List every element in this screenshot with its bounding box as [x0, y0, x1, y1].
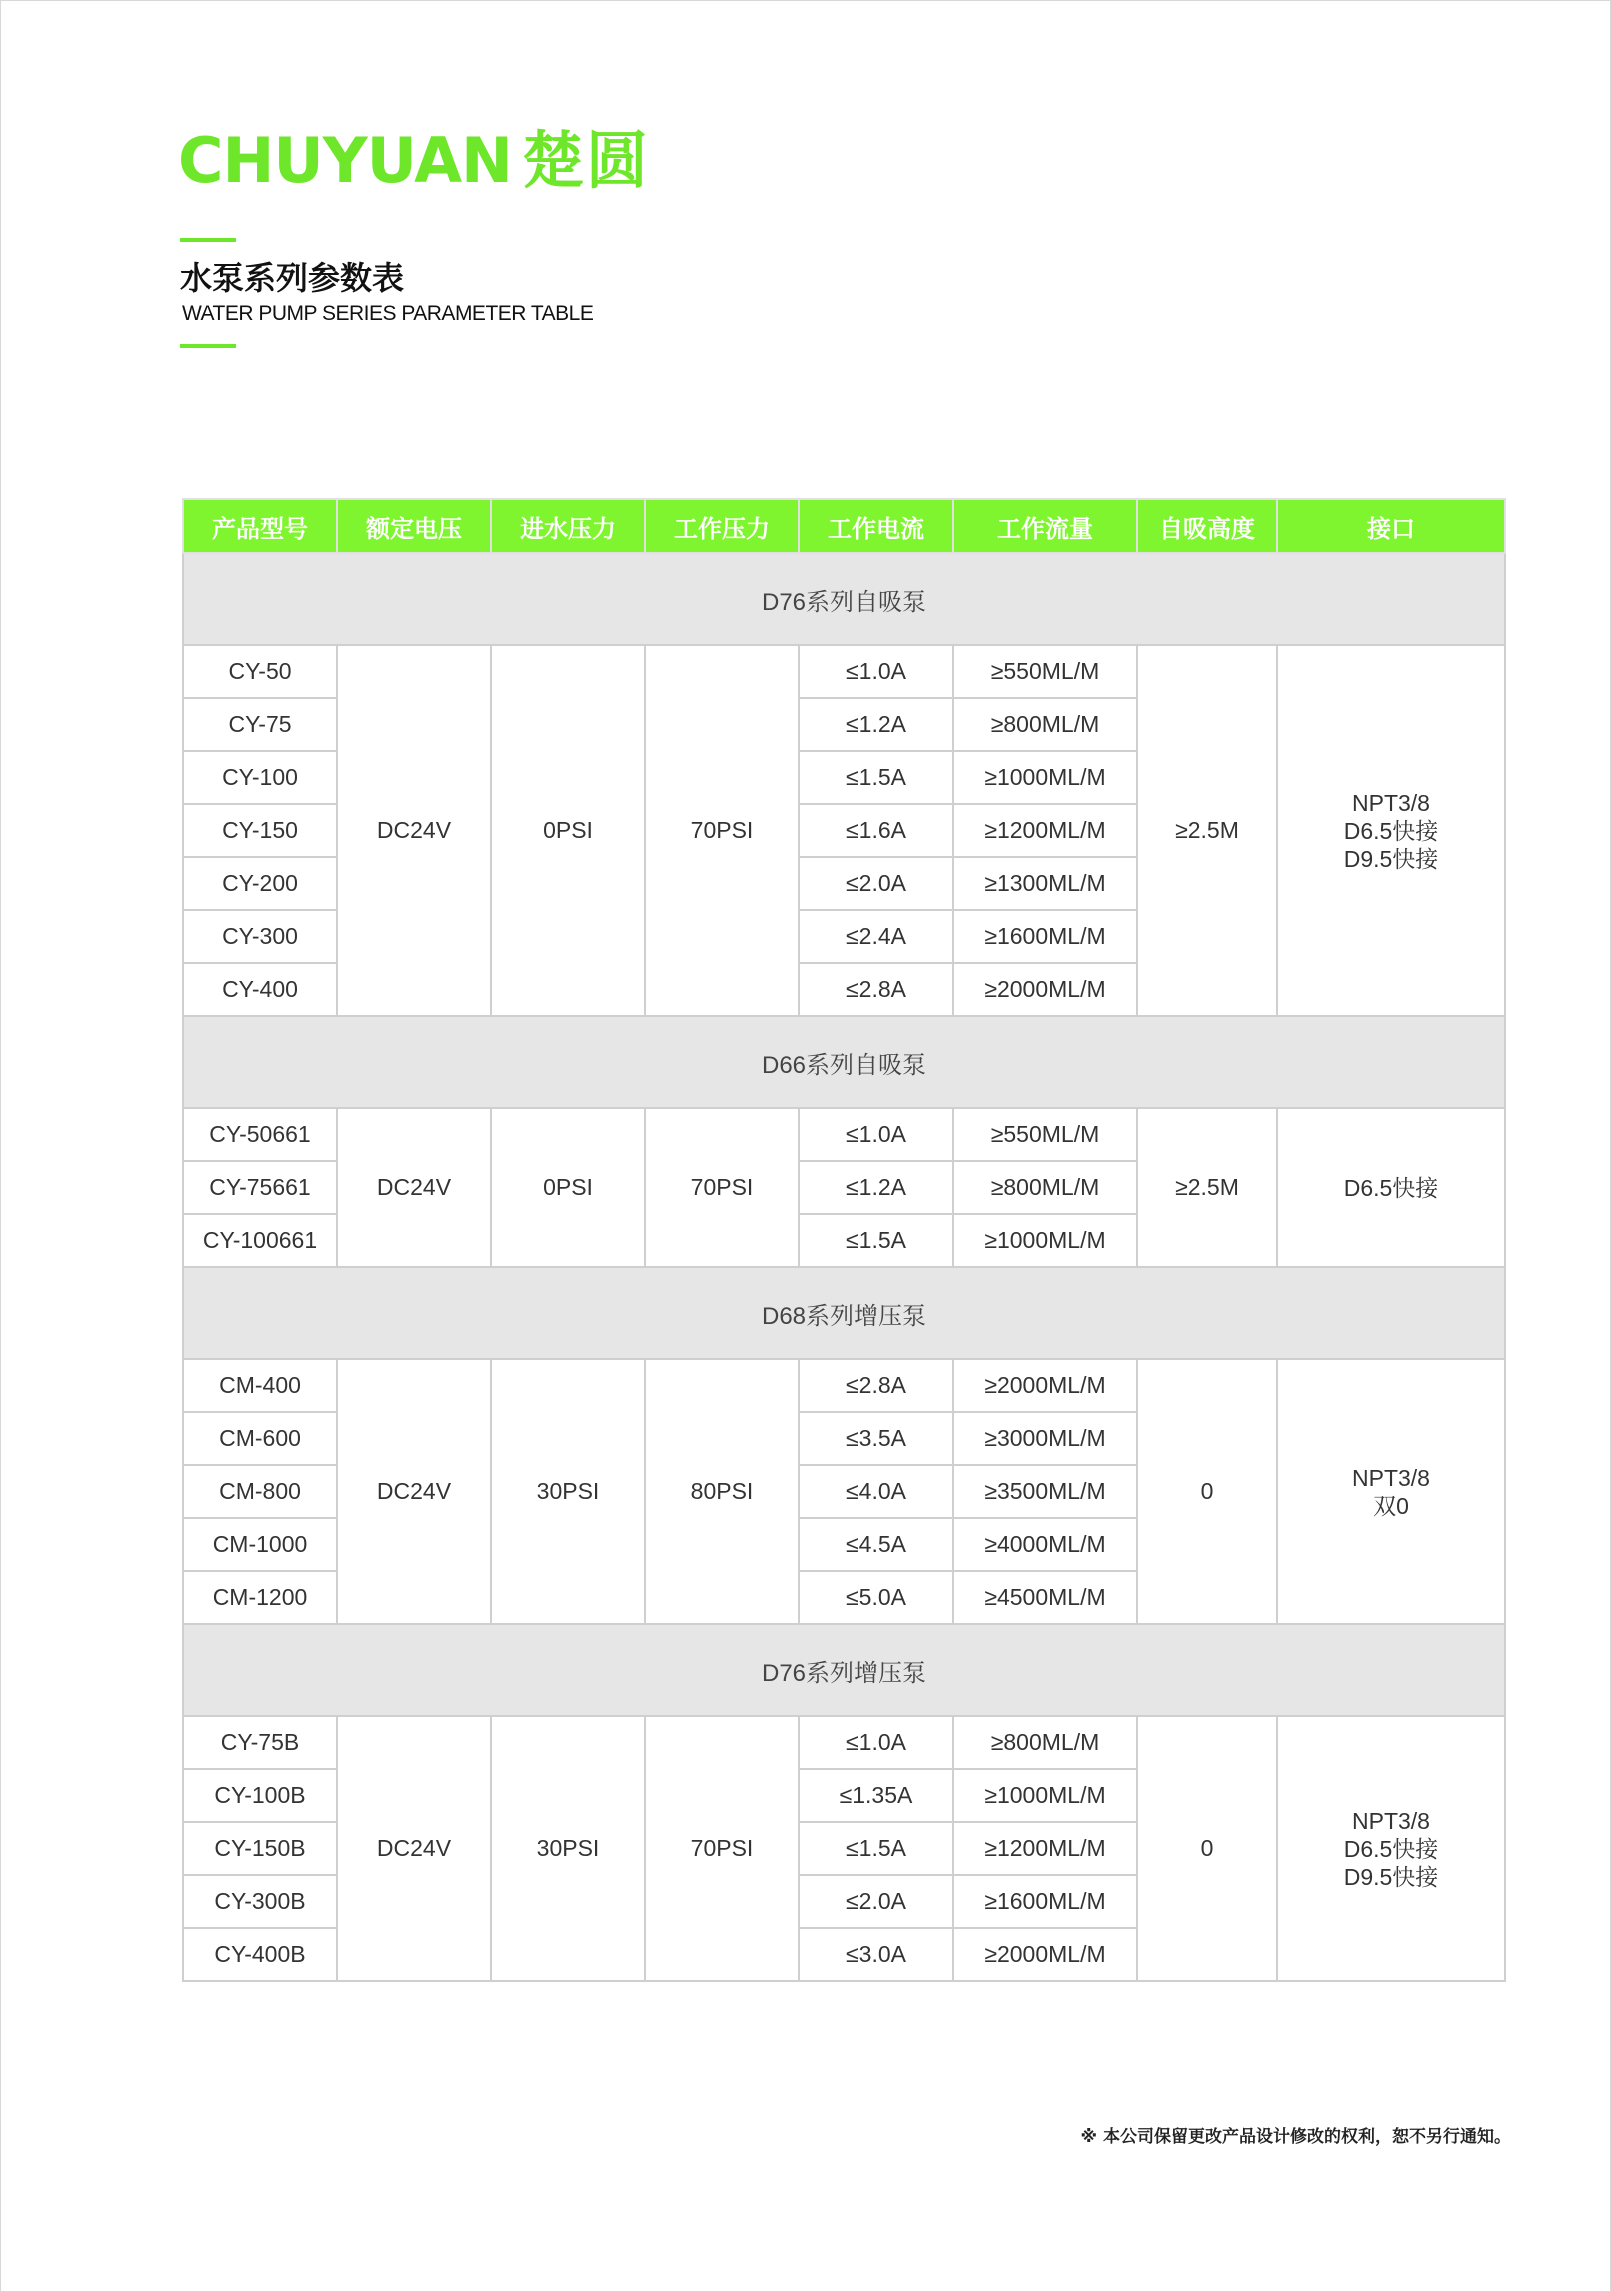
- flow-cell: ≥3000ML/M: [953, 1412, 1137, 1465]
- suction-height-cell: ≥2.5M: [1137, 645, 1277, 1016]
- interface-line: D6.5快接: [1343, 1835, 1439, 1862]
- model-cell: CM-600: [183, 1412, 337, 1465]
- interface-cell: [1277, 1359, 1505, 1624]
- interface-line: D6.5快接: [1343, 1174, 1439, 1201]
- voltage-cell: DC24V: [337, 1108, 491, 1267]
- flow-cell: ≥1600ML/M: [953, 910, 1137, 963]
- column-header: 接口: [1277, 499, 1505, 553]
- section-title: D66系列自吸泵: [183, 1016, 1505, 1108]
- flow-cell: ≥800ML/M: [953, 1161, 1137, 1214]
- section-title: D68系列增压泵: [183, 1267, 1505, 1359]
- model-cell: CY-100B: [183, 1769, 337, 1822]
- section-title: D76系列自吸泵: [183, 553, 1505, 645]
- working-pressure-cell: 80PSI: [645, 1359, 799, 1624]
- table-row: [183, 1108, 1505, 1161]
- parameter-table: [182, 498, 1506, 1982]
- current-cell: ≤2.8A: [799, 963, 953, 1016]
- model-cell: CM-400: [183, 1359, 337, 1412]
- current-cell: ≤1.35A: [799, 1769, 953, 1822]
- interface-line: D9.5快接: [1343, 1863, 1439, 1890]
- inlet-pressure-cell: 0PSI: [491, 1108, 645, 1267]
- model-cell: CY-50: [183, 645, 337, 698]
- flow-cell: ≥550ML/M: [953, 645, 1137, 698]
- model-cell: CY-50661: [183, 1108, 337, 1161]
- current-cell: ≤4.0A: [799, 1465, 953, 1518]
- table-body: [183, 553, 1505, 1981]
- table-row: [183, 645, 1505, 698]
- section-title: D76系列增压泵: [183, 1624, 1505, 1716]
- column-header: 工作压力: [645, 499, 799, 553]
- flow-cell: ≥3500ML/M: [953, 1465, 1137, 1518]
- flow-cell: ≥4500ML/M: [953, 1571, 1137, 1624]
- interface-cell: [1277, 1716, 1505, 1981]
- current-cell: ≤2.8A: [799, 1359, 953, 1412]
- suction-height-cell: 0: [1137, 1716, 1277, 1981]
- interface-line: NPT3/8: [1352, 1464, 1430, 1491]
- title-top-rule: [180, 238, 236, 242]
- title-bottom-rule: [180, 344, 236, 348]
- model-cell: CY-75661: [183, 1161, 337, 1214]
- model-cell: CY-400B: [183, 1928, 337, 1981]
- model-cell: CY-300B: [183, 1875, 337, 1928]
- model-cell: CY-400: [183, 963, 337, 1016]
- current-cell: ≤4.5A: [799, 1518, 953, 1571]
- current-cell: ≤5.0A: [799, 1571, 953, 1624]
- model-cell: CM-1000: [183, 1518, 337, 1571]
- column-header: 产品型号: [183, 499, 337, 553]
- model-cell: CY-100: [183, 751, 337, 804]
- table-row: [183, 1359, 1505, 1412]
- model-cell: CY-200: [183, 857, 337, 910]
- inlet-pressure-cell: 30PSI: [491, 1359, 645, 1624]
- column-header: 自吸高度: [1137, 499, 1277, 553]
- column-header: 额定电压: [337, 499, 491, 553]
- current-cell: ≤1.6A: [799, 804, 953, 857]
- section-header-row: [183, 1624, 1505, 1716]
- model-cell: CY-300: [183, 910, 337, 963]
- current-cell: ≤1.0A: [799, 1716, 953, 1769]
- working-pressure-cell: 70PSI: [645, 645, 799, 1016]
- current-cell: ≤2.4A: [799, 910, 953, 963]
- column-header: 工作电流: [799, 499, 953, 553]
- current-cell: ≤3.0A: [799, 1928, 953, 1981]
- interface-line: 双0: [1373, 1492, 1409, 1519]
- footnote: ※ 本公司保留更改产品设计修改的权利，恕不另行通知。: [1080, 2127, 1511, 2147]
- column-header: 工作流量: [953, 499, 1137, 553]
- interface-line: NPT3/8: [1352, 1807, 1430, 1834]
- inlet-pressure-cell: 30PSI: [491, 1716, 645, 1981]
- current-cell: ≤1.0A: [799, 645, 953, 698]
- page-title: 水泵系列参数表: [180, 259, 405, 297]
- page-subtitle: WATER PUMP SERIES PARAMETER TABLE: [182, 302, 594, 325]
- flow-cell: ≥800ML/M: [953, 698, 1137, 751]
- suction-height-cell: 0: [1137, 1359, 1277, 1624]
- flow-cell: ≥800ML/M: [953, 1716, 1137, 1769]
- current-cell: ≤2.0A: [799, 857, 953, 910]
- working-pressure-cell: 70PSI: [645, 1108, 799, 1267]
- flow-cell: ≥1200ML/M: [953, 804, 1137, 857]
- section-header-row: [183, 1267, 1505, 1359]
- model-cell: CY-100661: [183, 1214, 337, 1267]
- voltage-cell: DC24V: [337, 1359, 491, 1624]
- flow-cell: ≥2000ML/M: [953, 1359, 1137, 1412]
- model-cell: CY-150B: [183, 1822, 337, 1875]
- model-cell: CY-75: [183, 698, 337, 751]
- brand-name-cn: 楚圆: [521, 124, 650, 197]
- brand-name-en: CHUYUAN: [178, 124, 512, 197]
- flow-cell: ≥1300ML/M: [953, 857, 1137, 910]
- model-cell: CM-800: [183, 1465, 337, 1518]
- flow-cell: ≥2000ML/M: [953, 1928, 1137, 1981]
- interface-line: NPT3/8: [1352, 789, 1430, 816]
- model-cell: CY-75B: [183, 1716, 337, 1769]
- current-cell: ≤1.0A: [799, 1108, 953, 1161]
- flow-cell: ≥1200ML/M: [953, 1822, 1137, 1875]
- brand-logo: [178, 124, 650, 197]
- voltage-cell: DC24V: [337, 1716, 491, 1981]
- model-cell: CM-1200: [183, 1571, 337, 1624]
- flow-cell: ≥1000ML/M: [953, 1214, 1137, 1267]
- current-cell: ≤2.0A: [799, 1875, 953, 1928]
- flow-cell: ≥1600ML/M: [953, 1875, 1137, 1928]
- current-cell: ≤1.5A: [799, 1214, 953, 1267]
- flow-cell: ≥1000ML/M: [953, 1769, 1137, 1822]
- section-header-row: [183, 1016, 1505, 1108]
- interface-cell: [1277, 645, 1505, 1016]
- current-cell: ≤1.2A: [799, 1161, 953, 1214]
- current-cell: ≤1.2A: [799, 698, 953, 751]
- working-pressure-cell: 70PSI: [645, 1716, 799, 1981]
- column-header: 进水压力: [491, 499, 645, 553]
- table-row: [183, 1716, 1505, 1769]
- current-cell: ≤1.5A: [799, 751, 953, 804]
- flow-cell: ≥2000ML/M: [953, 963, 1137, 1016]
- suction-height-cell: ≥2.5M: [1137, 1108, 1277, 1267]
- current-cell: ≤3.5A: [799, 1412, 953, 1465]
- current-cell: ≤1.5A: [799, 1822, 953, 1875]
- flow-cell: ≥550ML/M: [953, 1108, 1137, 1161]
- voltage-cell: DC24V: [337, 645, 491, 1016]
- interface-line: D9.5快接: [1343, 845, 1439, 872]
- flow-cell: ≥4000ML/M: [953, 1518, 1137, 1571]
- section-header-row: [183, 553, 1505, 645]
- table-header-row: [183, 499, 1505, 553]
- interface-line: D6.5快接: [1343, 817, 1439, 844]
- inlet-pressure-cell: 0PSI: [491, 645, 645, 1016]
- interface-cell: [1277, 1108, 1505, 1267]
- flow-cell: ≥1000ML/M: [953, 751, 1137, 804]
- model-cell: CY-150: [183, 804, 337, 857]
